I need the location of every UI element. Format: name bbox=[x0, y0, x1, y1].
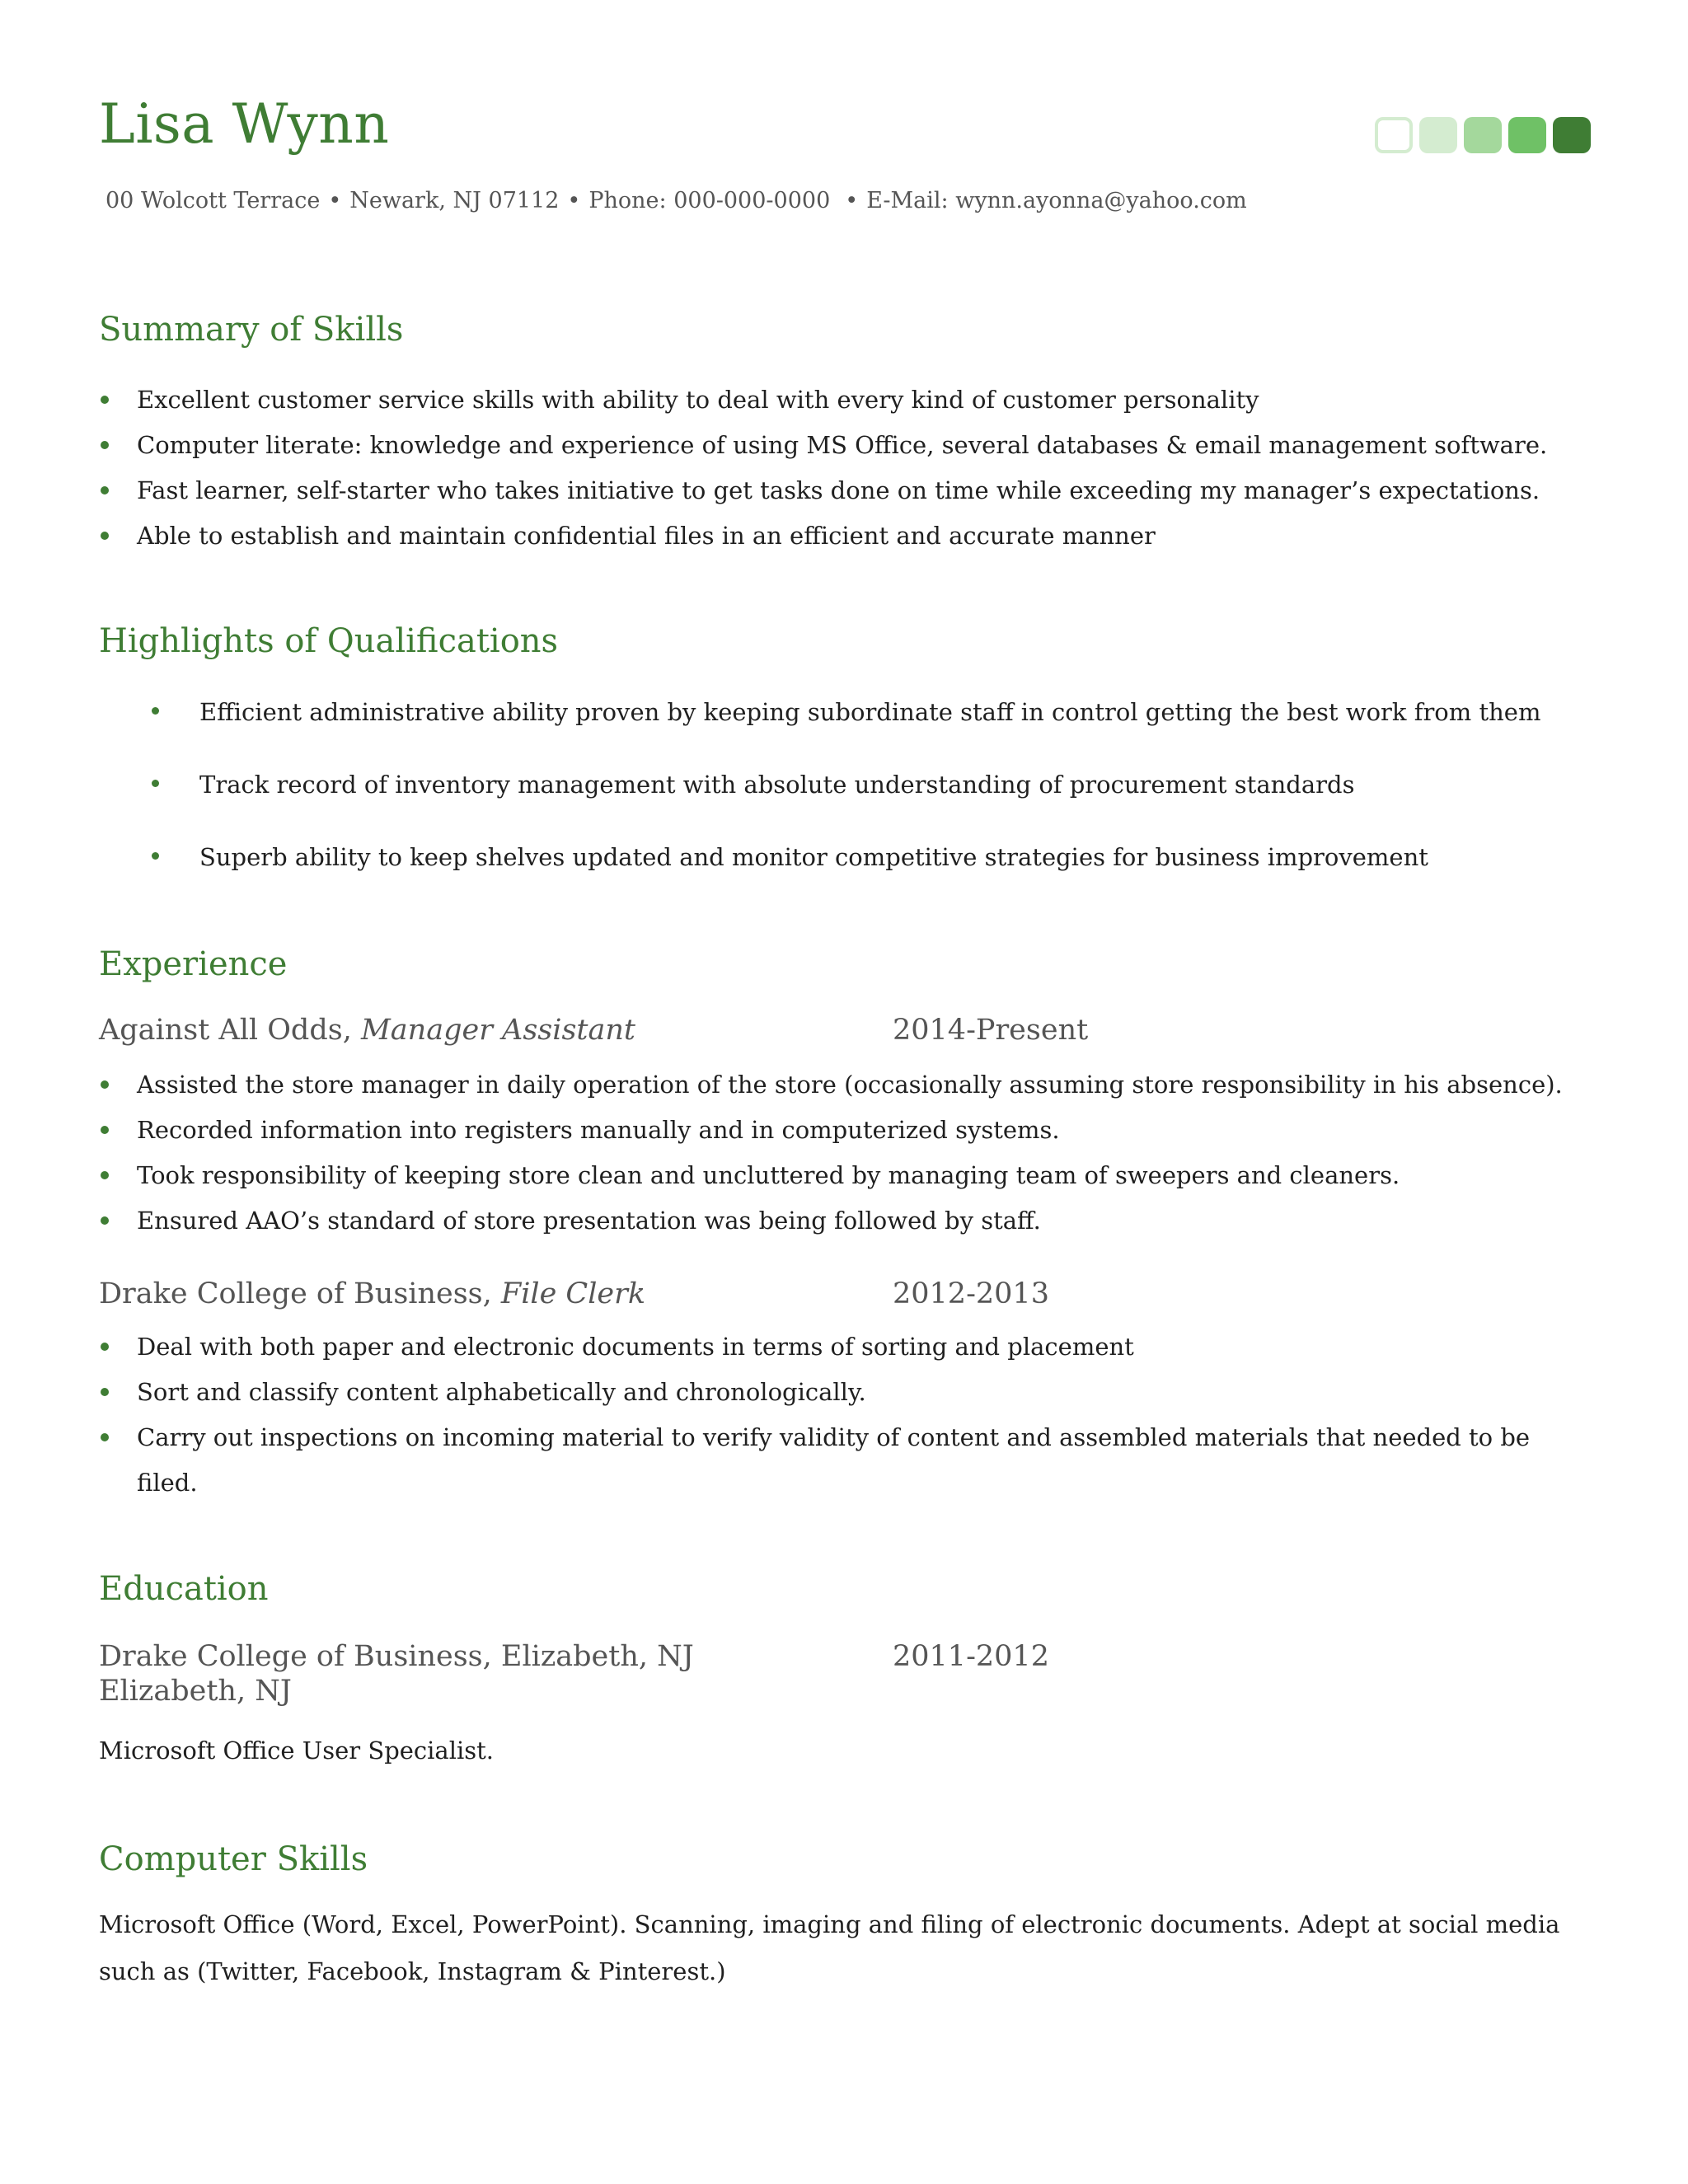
education-location: Elizabeth, NJ bbox=[99, 1675, 292, 1708]
contact-line bbox=[106, 188, 1247, 213]
list-item: Deal with both paper and electronic documents in terms of sorting and placement bbox=[99, 1324, 1582, 1370]
swatch-1 bbox=[1375, 117, 1413, 153]
bullet-icon bbox=[152, 852, 159, 860]
bullet-icon bbox=[152, 707, 159, 715]
bullet-icon bbox=[101, 1126, 109, 1134]
contact-email: E-Mail: wynn.ayonna@yahoo.com bbox=[866, 188, 1247, 213]
job-duties-list bbox=[99, 1324, 1582, 1506]
swatch-2 bbox=[1419, 117, 1457, 153]
job-duties-list bbox=[99, 1062, 1582, 1244]
education-note: Microsoft Office User Specialist. bbox=[99, 1736, 495, 1765]
list-item: Assisted the store manager in daily operation of the store (occasionally assuming store responsibility in his absence). bbox=[99, 1062, 1582, 1108]
computer-skills-heading: Computer Skills bbox=[99, 1840, 368, 1878]
job-dates: 2014-Present bbox=[893, 1014, 1089, 1047]
education-dates: 2011-2012 bbox=[893, 1640, 1049, 1673]
job-organization: Drake College of Business, bbox=[99, 1277, 492, 1310]
contact-address: 00 Wolcott Terrace bbox=[106, 188, 321, 213]
education-school: Drake College of Business, Elizabeth, NJ bbox=[99, 1640, 694, 1673]
highlights-list bbox=[99, 676, 1582, 893]
list-item: Fast learner, self-starter who takes initiative to get tasks done on time while exceeding my manager’s expectations. bbox=[99, 468, 1582, 513]
list-item: Sort and classify content alphabetically and chronologically. bbox=[99, 1370, 1582, 1415]
contact-separator: • bbox=[328, 188, 342, 213]
bullet-icon bbox=[101, 486, 109, 494]
contact-separator: • bbox=[845, 188, 859, 213]
bullet-icon bbox=[101, 532, 109, 540]
list-item: Excellent customer service skills with ability to deal with every kind of customer personality bbox=[99, 377, 1582, 423]
bullet-icon bbox=[101, 1216, 109, 1225]
bullet-icon bbox=[101, 441, 109, 449]
list-item: Ensured AAO’s standard of store presentation was being followed by staff. bbox=[99, 1198, 1582, 1244]
summary-list bbox=[99, 377, 1582, 559]
list-item: Recorded information into registers manually and in computerized systems. bbox=[99, 1108, 1582, 1153]
list-item: Able to establish and maintain confidential files in an efficient and accurate manner bbox=[99, 513, 1582, 559]
swatch-4 bbox=[1508, 117, 1546, 153]
list-item: Computer literate: knowledge and experience of using MS Office, several databases & email management software. bbox=[99, 423, 1582, 468]
education-heading: Education bbox=[99, 1570, 269, 1608]
contact-phone: Phone: 000-000-0000 bbox=[588, 188, 831, 213]
candidate-name: Lisa Wynn bbox=[99, 92, 390, 156]
swatch-3 bbox=[1464, 117, 1502, 153]
contact-separator: • bbox=[567, 188, 581, 213]
bullet-icon bbox=[152, 780, 159, 787]
list-item: Superb ability to keep shelves updated and monitor competitive strategies for business improvement bbox=[99, 821, 1582, 893]
job-role: File Clerk bbox=[500, 1277, 646, 1310]
job-dates: 2012-2013 bbox=[893, 1277, 1049, 1310]
list-item: Carry out inspections on incoming material to verify validity of content and assembled materials that needed to be filed. bbox=[99, 1415, 1571, 1506]
computer-skills-text: Microsoft Office (Word, Excel, PowerPoint). Scanning, imaging and filing of electronic documents. Adept at social media such as (Twitter, Facebook, Instagram & Pinterest.) bbox=[99, 1910, 1560, 1985]
list-item: Took responsibility of keeping store clean and uncluttered by managing team of sweepers and cleaners. bbox=[99, 1153, 1582, 1198]
experience-heading: Experience bbox=[99, 945, 288, 983]
bullet-icon bbox=[101, 396, 109, 404]
list-item: Track record of inventory management with absolute understanding of procurement standards bbox=[99, 748, 1582, 821]
job-role: Manager Assistant bbox=[360, 1014, 635, 1047]
bullet-icon bbox=[101, 1433, 109, 1441]
color-swatch-decoration bbox=[1375, 117, 1591, 153]
summary-heading: Summary of Skills bbox=[99, 311, 404, 349]
highlights-heading: Highlights of Qualifications bbox=[99, 622, 559, 660]
list-item: Efficient administrative ability proven by keeping subordinate staff in control getting the best work from them bbox=[99, 676, 1582, 748]
bullet-icon bbox=[101, 1343, 109, 1351]
job-title-line bbox=[99, 1277, 645, 1310]
bullet-icon bbox=[101, 1080, 109, 1089]
swatch-5 bbox=[1553, 117, 1591, 153]
bullet-icon bbox=[101, 1171, 109, 1179]
bullet-icon bbox=[101, 1388, 109, 1396]
job-organization: Against All Odds, bbox=[99, 1014, 352, 1047]
contact-city: Newark, NJ 07112 bbox=[349, 188, 560, 213]
job-title-line bbox=[99, 1014, 635, 1047]
